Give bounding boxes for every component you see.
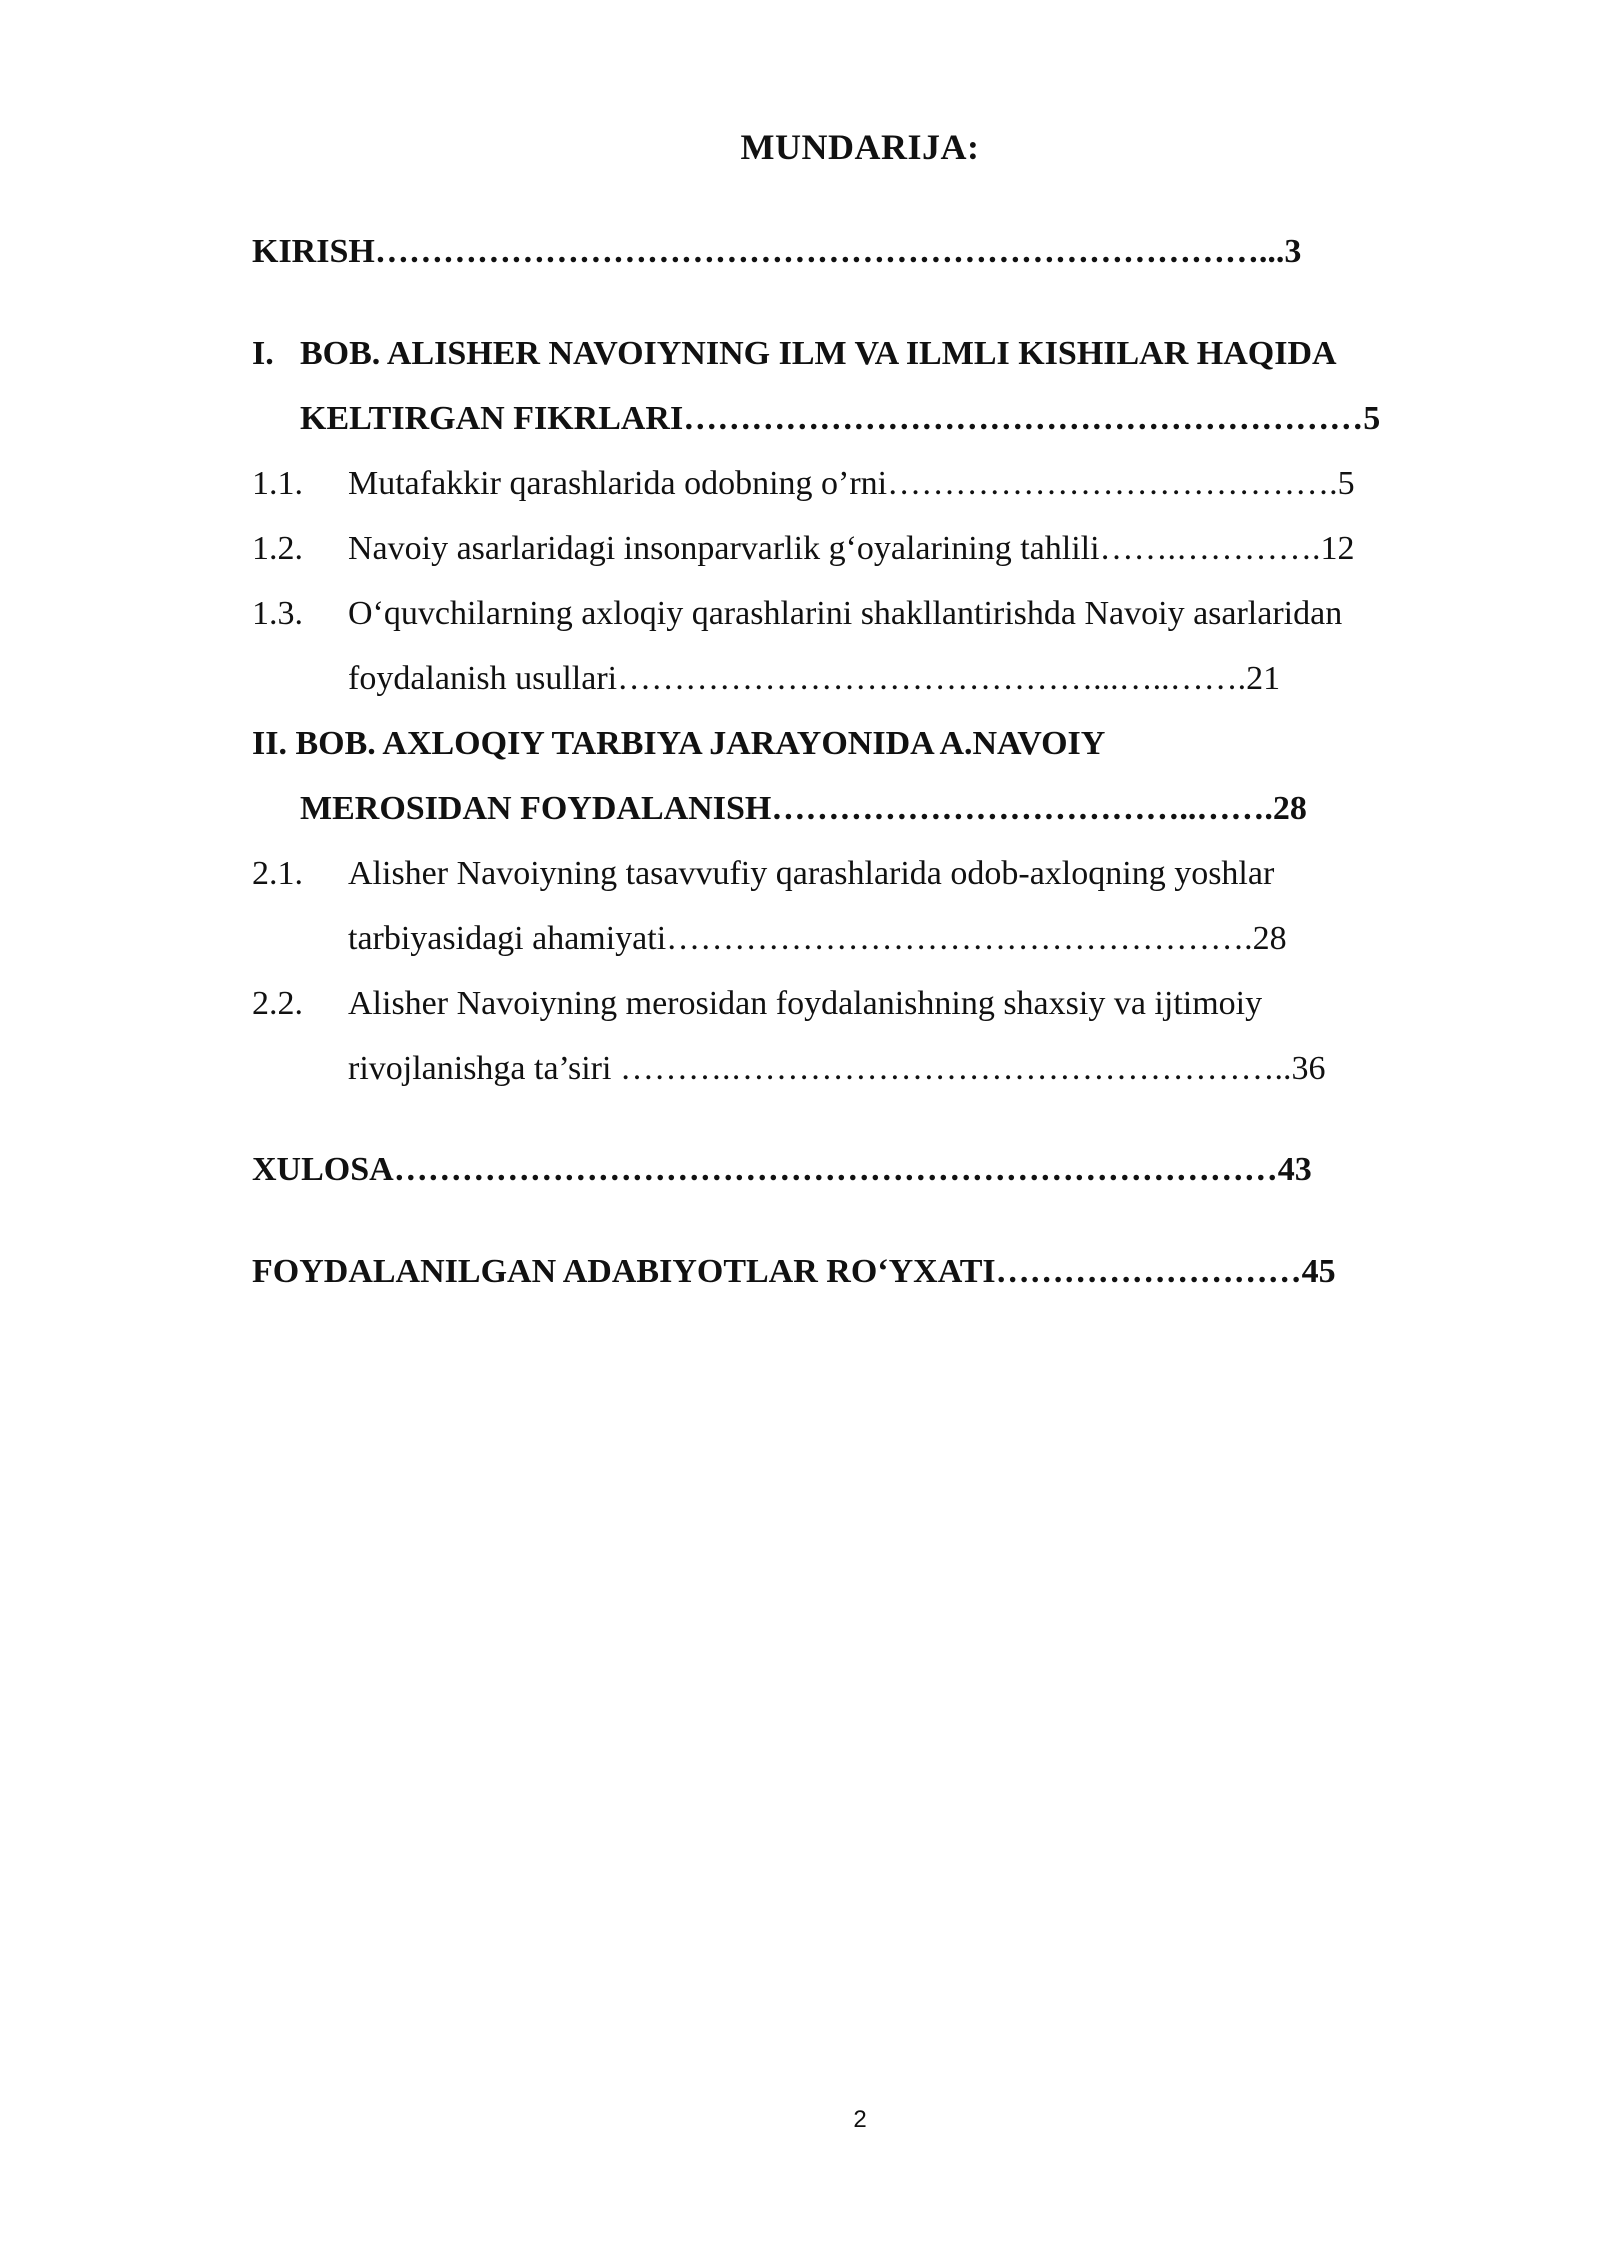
toc-entry-text: KIRISH……………………………………………………………………...3 xyxy=(252,233,1302,270)
toc-entry-text: KELTIRGAN FIKRLARI……………………………………………………5 xyxy=(300,400,1381,437)
toc-entry-number: I. xyxy=(252,335,274,372)
toc-entry-text: XULOSA……………………………………………………………………43 xyxy=(252,1151,1312,1188)
toc-entry-text: MEROSIDAN FOYDALANISH………………………………..…….28 xyxy=(300,790,1307,827)
toc-entry-bob1-line1 xyxy=(252,332,1472,376)
page-number: 2 xyxy=(853,2106,867,2133)
toc-entry-text: Navoiy asarlaridagi insonparvarlik g‘oyalarining tahlili…….………….12 xyxy=(348,530,1355,567)
toc-entry-number: 1.1. xyxy=(252,465,303,502)
toc-entry-text: Alisher Navoiyning merosidan foydalanishning shaxsiy va ijtimoiy xyxy=(348,985,1263,1022)
toc-entry-number: 2.2. xyxy=(252,985,303,1022)
toc-entry-text: BOB. ALISHER NAVOIYNING ILM VA ILMLI KISHILAR HAQIDA xyxy=(300,335,1337,372)
toc-entry-text: rivojlanishga ta’siri ……….…………………………………………..36 xyxy=(348,1050,1326,1087)
toc-entry-number: 2.1. xyxy=(252,855,303,892)
toc-entry-number: 1.3. xyxy=(252,595,303,632)
toc-entry-number: 1.2. xyxy=(252,530,303,567)
toc-entry-text: II. BOB. AXLOQIY TARBIYA JARAYONIDA A.NAVOIY xyxy=(252,725,1106,762)
toc-entry-text: Alisher Navoiyning tasavvufiy qarashlarida odob-axloqning yoshlar xyxy=(348,855,1275,892)
toc-entry-text: O‘quvchilarning axloqiy qarashlarini shakllantirishda Navoiy asarlaridan xyxy=(348,595,1343,632)
toc-entry-text: Mutafakkir qarashlarida odobning o’rni………………………………….5 xyxy=(348,465,1355,502)
toc-entry-text: tarbiyasidagi ahamiyati…………………………………………….28 xyxy=(348,920,1287,957)
toc-entry-text: foydalanish usullari……………………………………...…..…….21 xyxy=(348,660,1281,697)
toc-entry-text: FOYDALANILGAN ADABIYOTLAR RO‘YXATI………………………45 xyxy=(252,1253,1336,1290)
page-title: MUNDARIJA: xyxy=(740,127,980,167)
